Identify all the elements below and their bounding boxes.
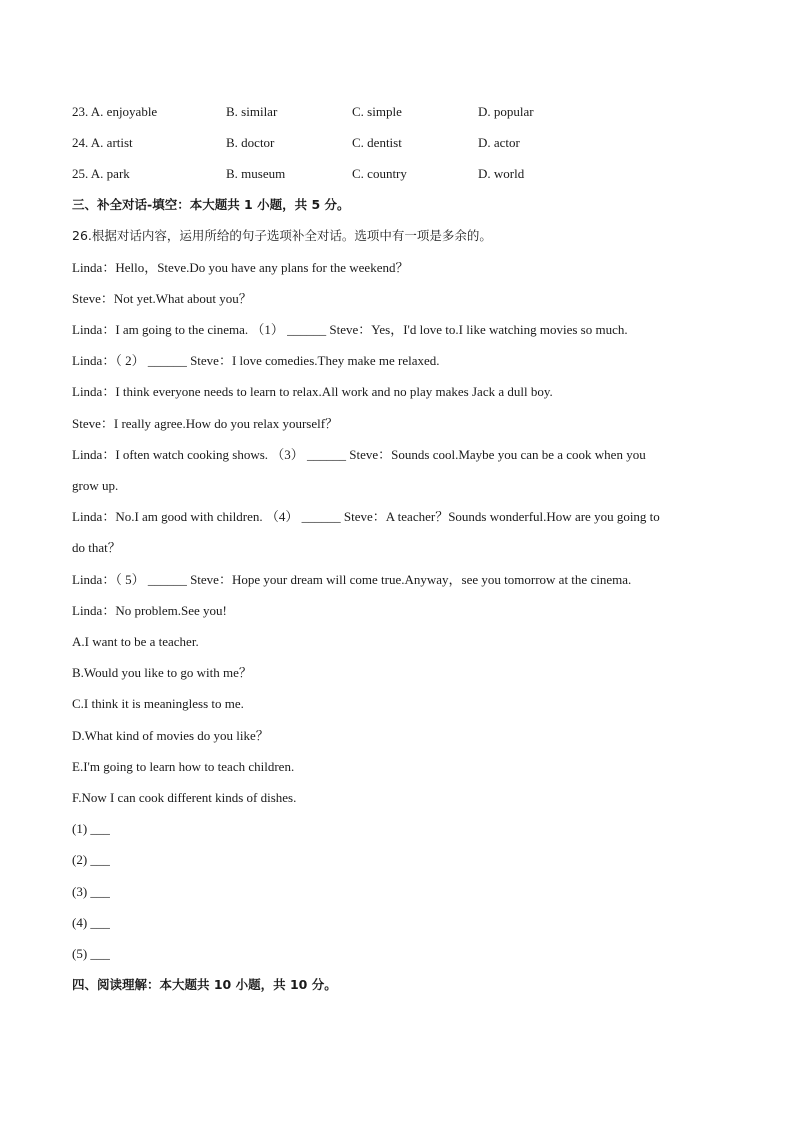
option-a: 24. A. artist xyxy=(72,135,133,150)
dialogue-line: Linda：I think everyone needs to learn to relax.All work and no play makes Jack a dull boy. xyxy=(72,384,553,399)
option-b: B. similar xyxy=(226,104,278,119)
dialogue-line: grow up. xyxy=(72,478,119,493)
option-a: 23. A. enjoyable xyxy=(72,104,158,119)
blank-5: (5) ___ xyxy=(72,946,110,961)
dialogue-line: Linda：I am going to the cinema. （1） ______ Steve：Yes，I'd love to.I like watching movies so much. xyxy=(72,322,628,337)
blank-3: (3) ___ xyxy=(72,884,110,899)
dialogue-line: Linda：No.I am good with children. （4） ______ Steve：A teacher？Sounds wonderful.How are you going to xyxy=(72,509,660,524)
dialogue-line: Steve：Not yet.What about you？ xyxy=(72,291,252,306)
dialogue-line: Linda：I often watch cooking shows. （3） ______ Steve：Sounds cool.Maybe you can be a cook when you xyxy=(72,447,646,462)
dialogue-line: Linda：Hello，Steve.Do you have any plans for the weekend？ xyxy=(72,260,409,275)
dialogue-line: do that？ xyxy=(72,540,121,555)
choice-b: B.Would you like to go with me？ xyxy=(72,665,252,680)
option-c: C. simple xyxy=(352,104,402,119)
choice-a: A.I want to be a teacher. xyxy=(72,634,199,649)
choice-f: F.Now I can cook different kinds of dishes. xyxy=(72,790,297,805)
dialogue-line: Linda：（ 5） ______ Steve：Hope your dream will come true.Anyway，see you tomorrow at the cinema. xyxy=(72,572,632,587)
blank-4: (4) ___ xyxy=(72,915,110,930)
choice-d: D.What kind of movies do you like？ xyxy=(72,728,269,743)
option-b: B. museum xyxy=(226,166,286,181)
choice-e: E.I'm going to learn how to teach children. xyxy=(72,759,295,774)
option-a: 25. A. park xyxy=(72,166,130,181)
option-b: B. doctor xyxy=(226,135,275,150)
blank-2: (2) ___ xyxy=(72,852,110,867)
question-26-instruction: 26.根据对话内容，运用所给的句子选项补全对话。选项中有一项是多余的。 xyxy=(72,228,492,243)
dialogue-line: Linda：No problem.See you! xyxy=(72,603,227,618)
blank-1: (1) ___ xyxy=(72,821,110,836)
dialogue-line: Linda：（ 2） ______ Steve：I love comedies.They make me relaxed. xyxy=(72,353,440,368)
dialogue-line: Steve：I really agree.How do you relax yourself？ xyxy=(72,416,339,431)
option-d: D. world xyxy=(478,166,525,181)
option-d: D. actor xyxy=(478,135,520,150)
choice-c: C.I think it is meaningless to me. xyxy=(72,696,244,711)
option-c: C. country xyxy=(352,166,407,181)
option-d: D. popular xyxy=(478,104,534,119)
section-4-heading: 四、阅读理解：本大题共 10 小题，共 10 分。 xyxy=(72,977,337,992)
option-c: C. dentist xyxy=(352,135,402,150)
section-3-heading: 三、补全对话-填空：本大题共 1 小题，共 5 分。 xyxy=(72,197,350,212)
